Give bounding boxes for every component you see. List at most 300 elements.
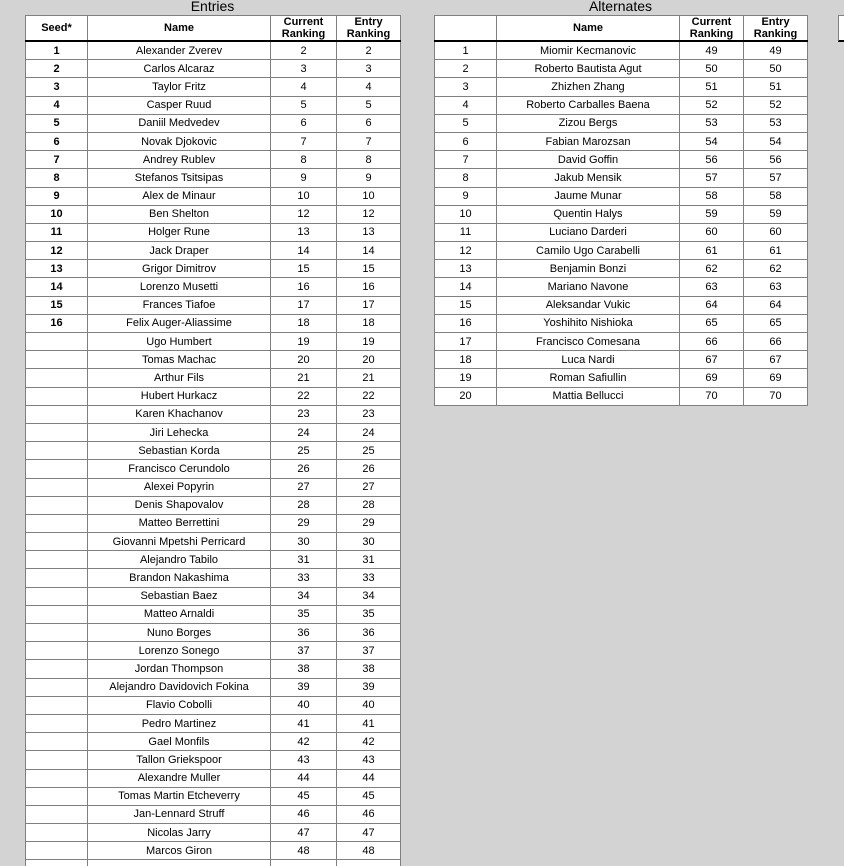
table-cell: 59 — [680, 205, 744, 223]
table-cell: 66 — [744, 333, 808, 351]
table-cell: 4 — [337, 78, 401, 96]
table-cell: 41 — [337, 714, 401, 732]
table-row — [435, 205, 808, 223]
table-cell: 37 — [337, 642, 401, 660]
table-cell: 10 — [26, 205, 88, 223]
clipped-partial-row — [26, 860, 401, 866]
table-cell: 67 — [744, 351, 808, 369]
table-cell: 20 — [435, 387, 497, 405]
table-cell — [26, 696, 88, 714]
table-cell: 10 — [435, 205, 497, 223]
table-cell: Nuno Borges — [88, 624, 271, 642]
table-cell: 28 — [337, 496, 401, 514]
table-cell: 33 — [271, 569, 337, 587]
table-cell: Jiri Lehecka — [88, 423, 271, 441]
table-cell: 16 — [435, 314, 497, 332]
table-cell: Camilo Ugo Carabelli — [497, 242, 680, 260]
table-cell: 36 — [271, 624, 337, 642]
table-cell — [26, 660, 88, 678]
table-cell: 4 — [435, 96, 497, 114]
table-row — [26, 405, 401, 423]
table-row — [26, 442, 401, 460]
table-cell: 3 — [435, 78, 497, 96]
table-cell: 54 — [744, 132, 808, 150]
table-cell: 53 — [680, 114, 744, 132]
table-cell: Jordan Thompson — [88, 660, 271, 678]
table-row — [26, 369, 401, 387]
table-cell: Aleksandar Vukic — [497, 296, 680, 314]
table-cell: 52 — [744, 96, 808, 114]
table-cell: 34 — [271, 587, 337, 605]
table-cell: Francisco Cerundolo — [88, 460, 271, 478]
table-row — [26, 514, 401, 532]
table-cell: 26 — [337, 460, 401, 478]
table-cell: 8 — [435, 169, 497, 187]
table-cell: 19 — [435, 369, 497, 387]
table-cell: Alex de Minaur — [88, 187, 271, 205]
table-cell — [271, 860, 337, 866]
table-row — [26, 769, 401, 787]
table-cell — [26, 751, 88, 769]
table-cell: 46 — [271, 805, 337, 823]
column-header: Entry Ranking — [337, 16, 401, 42]
table-cell: 39 — [337, 678, 401, 696]
table-cell: 20 — [271, 351, 337, 369]
table-cell: 18 — [337, 314, 401, 332]
table-cell — [88, 860, 271, 866]
table-row — [26, 242, 401, 260]
alternates-title: Alternates — [588, 0, 653, 14]
table-cell: 3 — [337, 60, 401, 78]
table-row — [26, 296, 401, 314]
table-row — [435, 387, 808, 405]
table-cell — [26, 478, 88, 496]
table-cell: 7 — [337, 132, 401, 150]
table-cell: 49 — [744, 41, 808, 60]
table-cell — [26, 842, 88, 860]
table-row — [26, 223, 401, 241]
table-cell — [26, 387, 88, 405]
table-row — [26, 587, 401, 605]
table-cell: 16 — [271, 278, 337, 296]
table-cell: 52 — [680, 96, 744, 114]
table-cell: 14 — [435, 278, 497, 296]
table-cell — [26, 642, 88, 660]
table-cell: 61 — [744, 242, 808, 260]
table-cell: 8 — [337, 151, 401, 169]
table-cell: 45 — [271, 787, 337, 805]
table-cell: 21 — [337, 369, 401, 387]
table-cell: 42 — [271, 733, 337, 751]
table-cell: 35 — [337, 605, 401, 623]
table-cell: 12 — [337, 205, 401, 223]
entries-body — [26, 41, 401, 866]
table-row — [26, 96, 401, 114]
table-cell: 70 — [680, 387, 744, 405]
table-row — [435, 187, 808, 205]
table-cell: 22 — [271, 387, 337, 405]
table-row — [26, 460, 401, 478]
table-cell — [26, 496, 88, 514]
table-cell: 50 — [744, 60, 808, 78]
table-row — [435, 351, 808, 369]
table-cell: 67 — [680, 351, 744, 369]
table-cell: 2 — [337, 41, 401, 60]
table-cell: Roman Safiullin — [497, 369, 680, 387]
table-cell: 44 — [271, 769, 337, 787]
table-cell: 66 — [680, 333, 744, 351]
table-cell: 48 — [337, 842, 401, 860]
table-cell: Matteo Berrettini — [88, 514, 271, 532]
table-row — [435, 169, 808, 187]
table-cell: 24 — [337, 423, 401, 441]
table-cell: 51 — [744, 78, 808, 96]
column-header: Seed* — [26, 16, 88, 42]
table-row — [26, 842, 401, 860]
table-cell — [26, 805, 88, 823]
table-cell: 69 — [744, 369, 808, 387]
table-cell: 20 — [337, 351, 401, 369]
table-row — [26, 278, 401, 296]
table-row — [26, 78, 401, 96]
table-cell: 47 — [337, 824, 401, 842]
table-cell: Grigor Dimitrov — [88, 260, 271, 278]
table-row — [26, 642, 401, 660]
table-row — [26, 496, 401, 514]
table-row — [435, 223, 808, 241]
table-cell: 14 — [26, 278, 88, 296]
table-cell: 56 — [680, 151, 744, 169]
table-cell: 31 — [271, 551, 337, 569]
table-row — [435, 369, 808, 387]
entries-header-row — [26, 16, 401, 42]
table-cell: David Goffin — [497, 151, 680, 169]
table-cell: 40 — [337, 696, 401, 714]
table-cell: 17 — [271, 296, 337, 314]
table-cell: 18 — [435, 351, 497, 369]
table-cell: 5 — [26, 114, 88, 132]
table-row — [26, 169, 401, 187]
table-row — [26, 260, 401, 278]
table-cell: 36 — [337, 624, 401, 642]
table-cell: 2 — [271, 41, 337, 60]
table-row — [26, 41, 401, 60]
table-cell: Gael Monfils — [88, 733, 271, 751]
table-cell: 60 — [744, 223, 808, 241]
table-cell: 4 — [271, 78, 337, 96]
table-cell: Hubert Hurkacz — [88, 387, 271, 405]
table-cell: 35 — [271, 605, 337, 623]
table-cell: 14 — [337, 242, 401, 260]
table-cell: 70 — [744, 387, 808, 405]
table-cell: 53 — [744, 114, 808, 132]
table-cell: Pedro Martinez — [88, 714, 271, 732]
table-cell: 6 — [271, 114, 337, 132]
table-row — [435, 314, 808, 332]
table-cell: 2 — [26, 60, 88, 78]
table-row — [26, 624, 401, 642]
table-cell — [26, 333, 88, 351]
table-row — [26, 478, 401, 496]
table-cell: Zhizhen Zhang — [497, 78, 680, 96]
table-cell: 61 — [680, 242, 744, 260]
table-cell: 16 — [337, 278, 401, 296]
table-cell: 49 — [680, 41, 744, 60]
table-cell: 38 — [337, 660, 401, 678]
table-cell: 26 — [271, 460, 337, 478]
table-row — [435, 151, 808, 169]
table-cell: Novak Djokovic — [88, 132, 271, 150]
table-cell: 27 — [271, 478, 337, 496]
table-cell: Carlos Alcaraz — [88, 60, 271, 78]
table-cell: Roberto Carballes Baena — [497, 96, 680, 114]
table-cell: 15 — [26, 296, 88, 314]
table-cell: 50 — [680, 60, 744, 78]
table-cell — [26, 351, 88, 369]
table-cell: 64 — [680, 296, 744, 314]
alternates-header-row — [435, 16, 808, 42]
table-cell: Frances Tiafoe — [88, 296, 271, 314]
table-cell — [26, 533, 88, 551]
table-cell: Daniil Medvedev — [88, 114, 271, 132]
table-cell: 39 — [271, 678, 337, 696]
table-cell: 31 — [337, 551, 401, 569]
table-cell: 1 — [435, 41, 497, 60]
table-cell: 43 — [337, 751, 401, 769]
table-cell: 8 — [271, 151, 337, 169]
table-cell: 25 — [271, 442, 337, 460]
table-row — [26, 660, 401, 678]
table-row — [435, 260, 808, 278]
table-cell: Tomas Martin Etcheverry — [88, 787, 271, 805]
table-row — [26, 333, 401, 351]
table-cell: Ben Shelton — [88, 205, 271, 223]
table-cell: 38 — [271, 660, 337, 678]
column-header: Current Ranking — [271, 16, 337, 42]
table-cell: 9 — [337, 169, 401, 187]
table-cell: 8 — [26, 169, 88, 187]
table-cell: 40 — [271, 696, 337, 714]
table-cell: 13 — [337, 223, 401, 241]
table-cell: 1 — [26, 41, 88, 60]
table-cell — [26, 860, 88, 866]
table-cell: 12 — [271, 205, 337, 223]
table-cell: 48 — [271, 842, 337, 860]
table-cell — [26, 405, 88, 423]
table-cell: Luca Nardi — [497, 351, 680, 369]
table-cell — [26, 460, 88, 478]
table-cell: Miomir Kecmanovic — [497, 41, 680, 60]
table-cell: 10 — [271, 187, 337, 205]
table-cell: Lorenzo Musetti — [88, 278, 271, 296]
table-cell: 25 — [337, 442, 401, 460]
clipped-third-table-header-corner — [838, 15, 844, 42]
table-cell: 27 — [337, 478, 401, 496]
table-row — [26, 114, 401, 132]
table-row — [26, 714, 401, 732]
table-cell: 63 — [744, 278, 808, 296]
table-row — [26, 733, 401, 751]
column-header: Name — [497, 16, 680, 42]
table-cell: 58 — [744, 187, 808, 205]
table-cell: 62 — [744, 260, 808, 278]
table-cell: Lorenzo Sonego — [88, 642, 271, 660]
table-cell — [26, 423, 88, 441]
table-cell: Jack Draper — [88, 242, 271, 260]
table-cell — [26, 678, 88, 696]
table-cell: 15 — [435, 296, 497, 314]
table-cell: 2 — [435, 60, 497, 78]
table-cell — [26, 442, 88, 460]
table-cell: 47 — [271, 824, 337, 842]
table-cell: Felix Auger-Aliassime — [88, 314, 271, 332]
table-cell: 33 — [337, 569, 401, 587]
table-cell: Stefanos Tsitsipas — [88, 169, 271, 187]
column-header: Current Ranking — [680, 16, 744, 42]
table-row — [435, 132, 808, 150]
table-row — [435, 96, 808, 114]
table-cell: Fabian Marozsan — [497, 132, 680, 150]
table-cell: 30 — [337, 533, 401, 551]
table-cell: Flavio Cobolli — [88, 696, 271, 714]
table-cell — [26, 551, 88, 569]
table-cell: 21 — [271, 369, 337, 387]
table-cell: 6 — [337, 114, 401, 132]
table-cell — [337, 860, 401, 866]
table-cell: Sebastian Korda — [88, 442, 271, 460]
table-cell: 57 — [680, 169, 744, 187]
table-cell: 7 — [435, 151, 497, 169]
table-cell: 15 — [271, 260, 337, 278]
table-cell: Ugo Humbert — [88, 333, 271, 351]
table-cell: 28 — [271, 496, 337, 514]
table-cell: Alejandro Tabilo — [88, 551, 271, 569]
entries-table — [25, 15, 401, 866]
table-cell — [26, 624, 88, 642]
column-header — [435, 16, 497, 42]
table-cell: 13 — [26, 260, 88, 278]
alternates-body — [435, 41, 808, 405]
table-row — [26, 533, 401, 551]
table-cell: 16 — [26, 314, 88, 332]
table-cell: Casper Ruud — [88, 96, 271, 114]
table-cell: 23 — [271, 405, 337, 423]
table-cell: 58 — [680, 187, 744, 205]
table-cell: Mattia Bellucci — [497, 387, 680, 405]
table-cell: Arthur Fils — [88, 369, 271, 387]
table-cell: Jan-Lennard Struff — [88, 805, 271, 823]
table-cell — [26, 587, 88, 605]
table-row — [26, 787, 401, 805]
table-cell: 11 — [26, 223, 88, 241]
table-row — [26, 205, 401, 223]
table-cell: Matteo Arnaldi — [88, 605, 271, 623]
table-cell — [26, 824, 88, 842]
table-row — [435, 78, 808, 96]
table-cell: 3 — [26, 78, 88, 96]
table-cell: Brandon Nakashima — [88, 569, 271, 587]
table-cell: Alexei Popyrin — [88, 478, 271, 496]
table-cell: Francisco Comesana — [497, 333, 680, 351]
table-cell: 12 — [26, 242, 88, 260]
table-cell: Quentin Halys — [497, 205, 680, 223]
table-cell: 17 — [435, 333, 497, 351]
table-cell: 46 — [337, 805, 401, 823]
table-cell: 65 — [680, 314, 744, 332]
table-row — [26, 751, 401, 769]
table-row — [435, 242, 808, 260]
table-cell: 59 — [744, 205, 808, 223]
table-cell: 19 — [271, 333, 337, 351]
table-cell — [26, 369, 88, 387]
table-cell: 57 — [744, 169, 808, 187]
table-row — [26, 696, 401, 714]
table-cell: Alexander Zverev — [88, 41, 271, 60]
table-cell: Nicolas Jarry — [88, 824, 271, 842]
table-cell: 10 — [337, 187, 401, 205]
table-cell: Giovanni Mpetshi Perricard — [88, 533, 271, 551]
table-cell: Marcos Giron — [88, 842, 271, 860]
table-cell: Karen Khachanov — [88, 405, 271, 423]
table-cell: 63 — [680, 278, 744, 296]
table-row — [26, 351, 401, 369]
table-cell: 19 — [337, 333, 401, 351]
table-cell: 13 — [271, 223, 337, 241]
table-cell — [26, 605, 88, 623]
table-cell: 23 — [337, 405, 401, 423]
entries-title: Entries — [190, 0, 235, 14]
table-cell: Zizou Bergs — [497, 114, 680, 132]
table-cell: Alejandro Davidovich Fokina — [88, 678, 271, 696]
table-cell: 7 — [271, 132, 337, 150]
table-cell: Luciano Darderi — [497, 223, 680, 241]
table-row — [26, 551, 401, 569]
table-cell: 24 — [271, 423, 337, 441]
table-cell: 44 — [337, 769, 401, 787]
table-cell: 18 — [271, 314, 337, 332]
table-cell — [26, 569, 88, 587]
table-row — [435, 41, 808, 60]
table-cell: 12 — [435, 242, 497, 260]
table-cell: Holger Rune — [88, 223, 271, 241]
table-cell: 3 — [271, 60, 337, 78]
table-cell: 43 — [271, 751, 337, 769]
table-cell: 37 — [271, 642, 337, 660]
table-cell: 29 — [271, 514, 337, 532]
table-row — [435, 60, 808, 78]
table-cell — [26, 714, 88, 732]
table-row — [435, 278, 808, 296]
table-cell: Jaume Munar — [497, 187, 680, 205]
table-cell: Mariano Navone — [497, 278, 680, 296]
table-cell: 62 — [680, 260, 744, 278]
table-row — [435, 114, 808, 132]
table-cell — [26, 733, 88, 751]
table-cell: 30 — [271, 533, 337, 551]
table-cell: 60 — [680, 223, 744, 241]
table-row — [435, 333, 808, 351]
table-cell: 14 — [271, 242, 337, 260]
table-cell: Jakub Mensik — [497, 169, 680, 187]
table-cell: 56 — [744, 151, 808, 169]
table-cell: 9 — [271, 169, 337, 187]
table-row — [26, 151, 401, 169]
table-cell: 15 — [337, 260, 401, 278]
table-cell: 69 — [680, 369, 744, 387]
table-cell: 4 — [26, 96, 88, 114]
table-cell: 9 — [435, 187, 497, 205]
table-cell: 5 — [337, 96, 401, 114]
